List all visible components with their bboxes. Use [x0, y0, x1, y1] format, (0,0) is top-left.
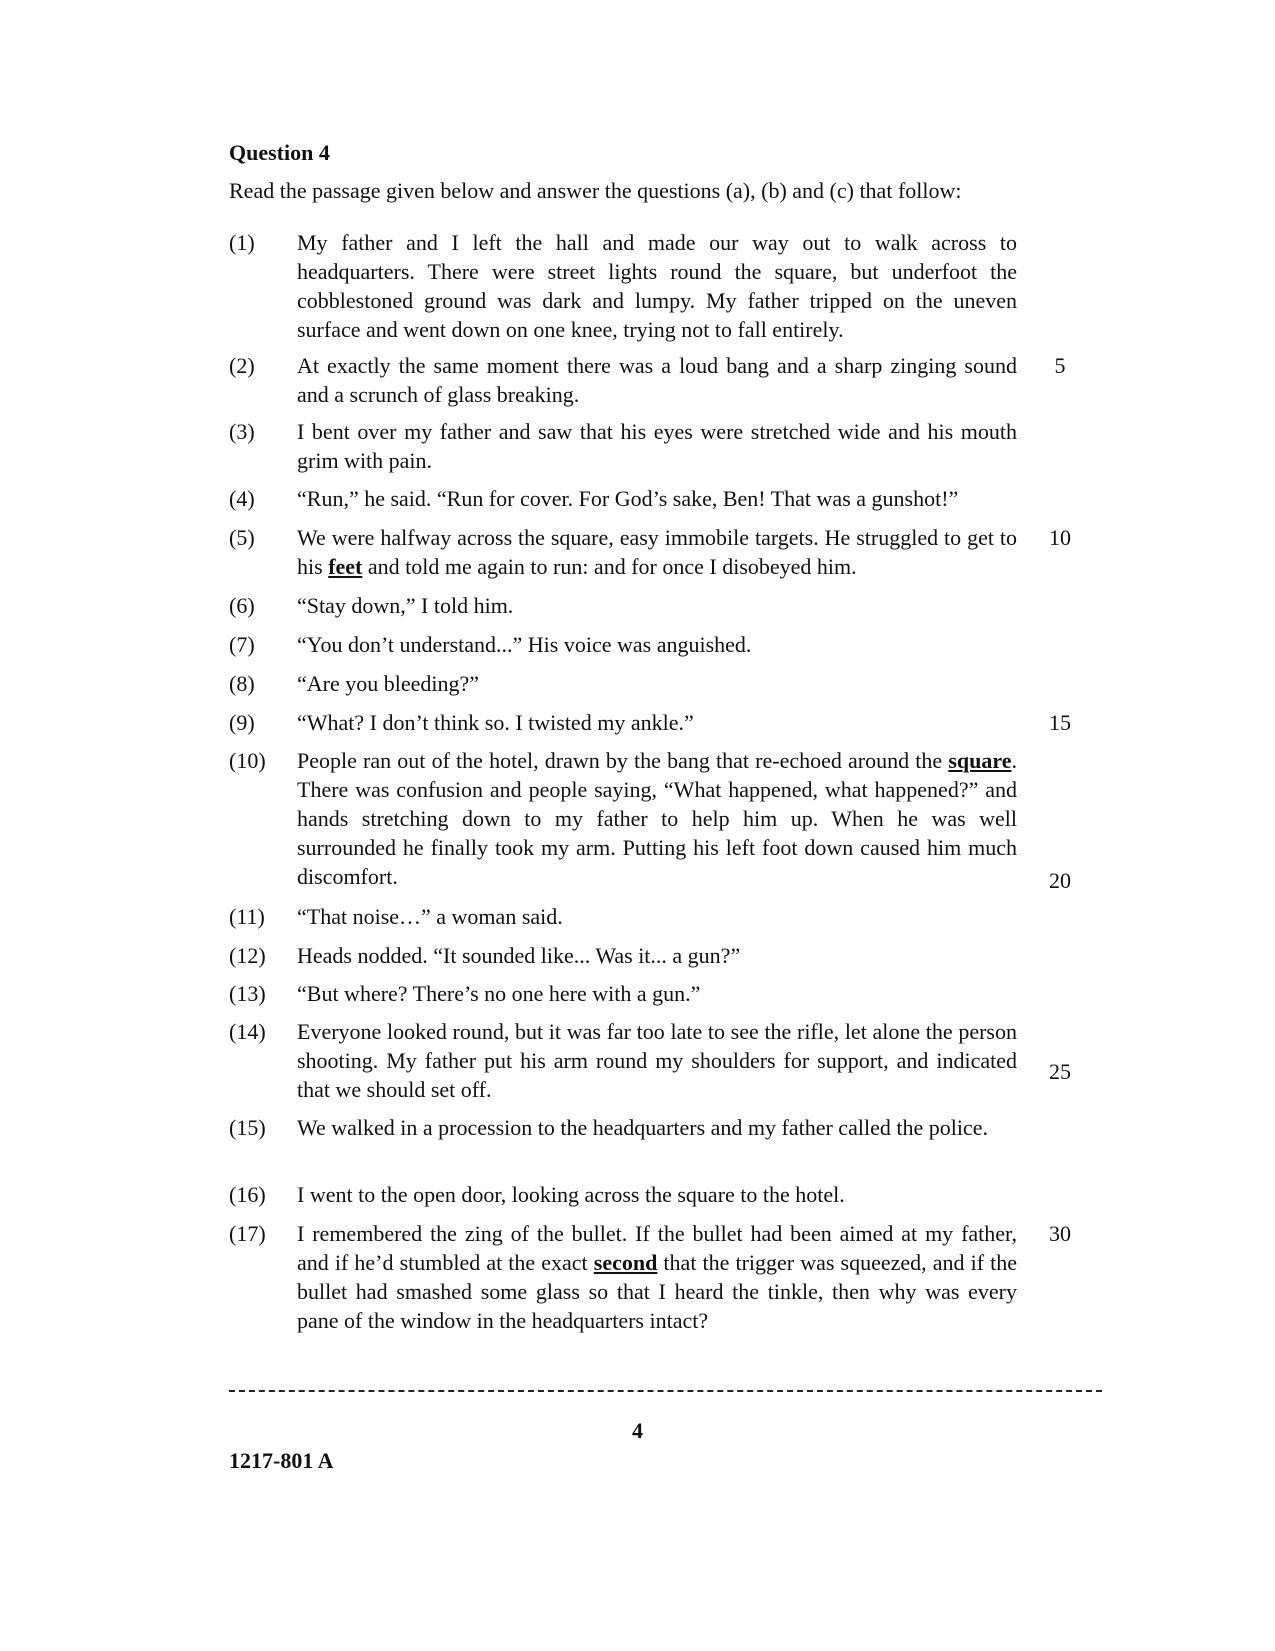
- paragraph-number: (1): [229, 230, 255, 255]
- passage-paragraph: [229, 979, 1017, 1008]
- paragraph-number: (14): [229, 1019, 266, 1044]
- paragraph-text: We walked in a procession to the headquarters and my father called the police.: [297, 1115, 988, 1140]
- paragraph-number: (2): [229, 353, 255, 378]
- highlighted-word: second: [593, 1250, 658, 1275]
- paragraph-text: “You don’t understand...” His voice was anguished.: [297, 632, 752, 657]
- paragraph-number: (12): [229, 943, 266, 968]
- paragraph-number: (7): [229, 632, 255, 657]
- line-number: 5: [1054, 353, 1066, 378]
- paragraph-number: (5): [229, 525, 255, 550]
- passage-paragraph: [229, 746, 1017, 891]
- highlighted-word: square: [948, 748, 1012, 773]
- paragraph-text: Everyone looked round, but it was far too late to see the rifle, let alone the person shooting. My father put his arm round my shoulders for support, and indicated that we should set off.: [297, 1019, 1017, 1102]
- paragraph-number: (8): [229, 671, 255, 696]
- paragraph-number: (15): [229, 1115, 266, 1140]
- line-number: 20: [1049, 868, 1071, 893]
- passage-paragraph: [229, 902, 1017, 931]
- passage-paragraph: [229, 1113, 1017, 1142]
- passage-paragraph: [229, 591, 1017, 620]
- paragraph-text-part: and told me again to run: and for once I disobeyed him.: [362, 554, 857, 579]
- line-number: 30: [1049, 1221, 1071, 1246]
- dashed-divider: [229, 1390, 1102, 1392]
- passage-paragraph: [229, 1180, 1017, 1209]
- passage-paragraph: [229, 708, 1017, 737]
- paragraph-text-part: I remembered the zing of the bullet. If the bullet had been aimed at my father, and if he’d stumbled at the exact: [297, 1221, 1017, 1275]
- passage-paragraph: [229, 669, 1017, 698]
- paragraph-text-part: that the trigger was squeezed, and if the bullet had smashed some glass so that I heard the tinkle, then why was every pane of the window in the headquarters intact?: [297, 1250, 1018, 1333]
- passage-paragraph: [229, 351, 1017, 409]
- passage-paragraph: [229, 484, 1017, 513]
- line-number: 25: [1049, 1059, 1071, 1084]
- paragraph-number: (16): [229, 1182, 266, 1207]
- paragraph-text: “Run,” he said. “Run for cover. For God’s sake, Ben! That was a gunshot!”: [297, 486, 959, 511]
- paragraph-text: I bent over my father and saw that his eyes were stretched wide and his mouth grim with pain.: [297, 419, 1017, 473]
- highlighted-word: feet: [328, 554, 363, 579]
- question-instructions: Read the passage given below and answer the questions (a), (b) and (c) that follow:: [229, 178, 962, 203]
- paragraph-text: [297, 523, 1017, 581]
- question-title: Question 4: [229, 140, 330, 165]
- paragraph-number: (3): [229, 419, 255, 444]
- passage-paragraph: [229, 523, 1017, 581]
- line-number: 10: [1049, 525, 1071, 550]
- paragraph-text: “That noise…” a woman said.: [297, 904, 563, 929]
- paragraph-text: “But where? There’s no one here with a gun.”: [297, 981, 701, 1006]
- paragraph-number: (17): [229, 1221, 266, 1246]
- paragraph-text: “Are you bleeding?”: [297, 671, 480, 696]
- paper-code: 1217-801 A: [229, 1448, 334, 1473]
- paragraph-text: “Stay down,” I told him.: [297, 593, 514, 618]
- paragraph-text: I went to the open door, looking across the square to the hotel.: [297, 1182, 845, 1207]
- passage-paragraph: [229, 941, 1017, 970]
- paragraph-number: (13): [229, 981, 266, 1006]
- paragraph-text: “What? I don’t think so. I twisted my ankle.”: [297, 710, 694, 735]
- paragraph-text: My father and I left the hall and made our way out to walk across to headquarters. There were street lights round the square, but underfoot the cobblestoned ground was dark and lumpy. My father tripped on the uneven surface and went down on one knee, trying not to fall entirely.: [297, 230, 1017, 342]
- passage-paragraph: [229, 630, 1017, 659]
- passage-paragraph: [229, 1219, 1017, 1335]
- paragraph-text-part: People ran out of the hotel, drawn by the bang that re-echoed around the: [297, 748, 949, 773]
- paragraph-text-part: . There was confusion and people saying, “What happened, what happened?” and hands stretching down to my father to help him up. When he was well surrounded he finally took my arm. Putting his left foot down caused him much discomfort.: [297, 748, 1017, 889]
- paragraph-text: Heads nodded. “It sounded like... Was it... a gun?”: [297, 943, 741, 968]
- paragraph-text: [297, 1219, 1017, 1335]
- paragraph-number: (4): [229, 486, 255, 511]
- paragraph-number: (10): [229, 748, 266, 773]
- page-number: 4: [632, 1418, 643, 1443]
- passage-paragraph: [229, 417, 1017, 475]
- paragraph-number: (9): [229, 710, 255, 735]
- paragraph-number: (6): [229, 593, 255, 618]
- paragraph-text-part: We were halfway across the square, easy immobile targets. He struggled to get to his: [297, 525, 1017, 579]
- paragraph-number: (11): [229, 904, 265, 929]
- line-number: 15: [1049, 710, 1071, 735]
- paragraph-text: [297, 746, 1017, 891]
- paragraph-text: At exactly the same moment there was a loud bang and a sharp zinging sound and a scrunch of glass breaking.: [297, 353, 1017, 407]
- passage-paragraph: [229, 228, 1017, 344]
- passage-paragraph: [229, 1017, 1017, 1104]
